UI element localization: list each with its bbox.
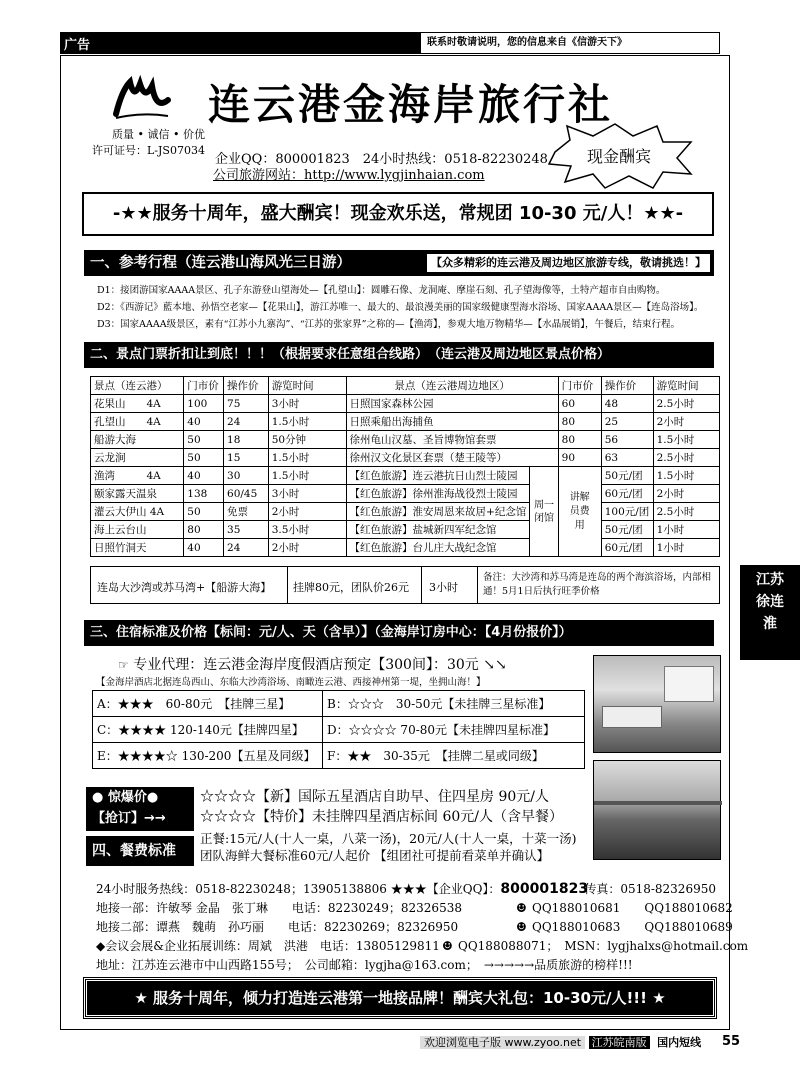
table-cell: 2小时 (268, 539, 346, 557)
table-row (91, 431, 720, 449)
region-tab (740, 565, 800, 660)
table-cell: 50 (184, 503, 224, 521)
table-cell: 2小时 (653, 413, 719, 431)
table-cell: 1.5小时 (268, 449, 346, 467)
column-header: 操作价 (224, 377, 269, 395)
itinerary-days (97, 282, 717, 333)
table-cell: 徐州汉文化景区套票（楚王陵等） (346, 449, 558, 467)
table-cell: 2小时 (268, 503, 346, 521)
section-itinerary-header (84, 250, 714, 276)
table-cell: 【红色旅游】台儿庄大战纪念馆 (346, 539, 530, 557)
table-cell: 【红色旅游】淮安周恩来故居+纪念馆 (346, 503, 530, 521)
table-row (93, 743, 585, 769)
agency-logo (112, 70, 172, 122)
table-cell: 60 (558, 395, 601, 413)
hotel-grade: C：★★★★ 120-140元【挂牌四星】 (93, 717, 323, 743)
column-header: 游览时间 (653, 377, 719, 395)
section-itinerary-title: 一、参考行程（连云港山海风光三日游） (90, 255, 351, 271)
hot-deal-label: ● 惊爆价● (92, 790, 159, 805)
hotel-grade: A：★★★ 60-80元 【挂牌三星】 (93, 691, 323, 717)
table-cell: 颐家露天温泉 (91, 485, 184, 503)
table-row (91, 395, 720, 413)
table-cell: 75 (224, 395, 269, 413)
table-cell: 免票 (224, 503, 269, 521)
table-row (93, 717, 585, 743)
contact-qq: QQ188010681 QQ188010682 (532, 901, 733, 915)
rush-booking-label: 【抢订】→→ (92, 811, 166, 826)
hotel-agent-line (118, 654, 507, 674)
table-cell: 花果山 4A (91, 395, 184, 413)
table-cell: 50元/团 (601, 467, 653, 485)
table-cell: 35 (224, 521, 269, 539)
table-cell: 24 (224, 539, 269, 557)
table-cell: 50 (184, 431, 224, 449)
qq-icon: ☻ (442, 939, 453, 953)
cash-stamp (545, 122, 695, 190)
table-cell: 60元/团 (601, 539, 653, 557)
seaside-photo (593, 760, 721, 860)
column-header: 景点（连云港） (91, 377, 184, 395)
table-cell: 1.5小时 (268, 413, 346, 431)
contact-row (96, 918, 733, 937)
region-line: 江苏 (756, 572, 784, 588)
table-cell: 90 (558, 449, 601, 467)
hotel-grade: D：☆☆☆☆ 70-80元【未挂牌四星标准】 (323, 717, 585, 743)
itinerary-day: D3：国家AAAA级景区，素有“江苏小九寨沟”、“江苏的张家界”之称的—【渔湾】，参观大地万物精华—【水晶展销】，午餐后，结束行程。 (97, 319, 681, 330)
section-itinerary-note: 【众多精彩的连云港及周边地区旅游专线，敬请挑选！】 (427, 254, 710, 272)
table-cell: 日照乘船出海捕鱼 (346, 413, 558, 431)
table-cell: 60元/团 (601, 485, 653, 503)
region-line: 徐连 (756, 594, 784, 610)
table-cell: 100 (184, 395, 224, 413)
ticket-price-table (90, 376, 720, 557)
region-line: 淮 (763, 616, 777, 632)
meal-line: 正餐:15元/人(十人一桌，八菜一汤)，20元/人(十人一桌，十菜一汤) (200, 831, 577, 846)
column-header: 门市价 (558, 377, 601, 395)
contact-qq: QQ188088071； MSN：lygjhalxs@hotmail.com (458, 939, 749, 953)
hotel-room-photo (593, 655, 721, 753)
table-cell: 80 (558, 413, 601, 431)
table-cell: 3.5小时 (268, 521, 346, 539)
hotel-grade: B：☆☆☆ 30-50元【未挂牌三星标准】 (323, 691, 585, 717)
table-cell: 1.5小时 (653, 467, 719, 485)
table-row (91, 521, 720, 539)
contact-row (96, 899, 733, 918)
table-cell: 1小时 (653, 521, 719, 539)
table-cell: 80 (184, 521, 224, 539)
contact-block (96, 880, 749, 975)
hot-deal-item: ☆☆☆☆【新】国际五星酒店自助早、住四星房 90元/人 (200, 789, 549, 805)
beach-combo-price: 挂牌80元，团队价26元 (293, 581, 409, 594)
closed-monday-text: 周一闭馆 (534, 499, 555, 524)
footer-edition: 江苏皖南版 (589, 1036, 650, 1049)
section-hotel-header: 三、住宿标准及价格【标间：元/人、天（含早）】（金海岸订房中心：【4月份报价】） (84, 620, 714, 646)
footer-banner: ★ 服务十周年，倾力打造连云港第一地接品牌！酬宾大礼包：10-30元/人!!! ★ (84, 978, 716, 1018)
section-tickets-header: 二、景点门票折扣让到底！！！（根据要求任意组合线路） （连云港及周边地区景点价格） (84, 342, 714, 368)
table-cell: 【红色旅游】盐城新四军纪念馆 (346, 521, 530, 539)
table-cell: 徐州龟山汉墓、圣旨博物馆套票 (346, 431, 558, 449)
agency-name: 连云港金海岸旅行社 (208, 80, 614, 129)
table-row (91, 449, 720, 467)
ad-tag: 广告 (64, 38, 91, 53)
qq-hotline: 企业QQ：800001823 24小时热线：0518-82230248 (215, 152, 548, 167)
cash-stamp-text: 现金酬宾 (587, 147, 652, 166)
table-cell: 15 (224, 449, 269, 467)
table-cell: 18 (224, 431, 269, 449)
table-cell: 【红色旅游】徐州淮海战役烈士陵园 (346, 485, 530, 503)
beach-combo-time: 3小时 (429, 581, 458, 594)
anniversary-banner-text: -★★服务十周年，盛大酬宾！现金欢乐送，常规团 10-30 元/人！★★- (112, 203, 684, 224)
hotel-grade: F：★★ 30-35元 【挂牌二星或同级】 (323, 743, 585, 769)
meal-standards (200, 830, 576, 864)
table-cell: 2.5小时 (653, 395, 719, 413)
itinerary-day: D2：《西游记》藍本地、孙悟空老家—【花果山】，游江苏唯一、最大的、最浪漫美丽的国家级健康型海水浴场、国家AAAA景区—【连岛浴场】。 (97, 302, 704, 313)
table-cell: 渔湾 4A (91, 467, 184, 485)
table-cell: 日照竹洞天 (91, 539, 184, 557)
top-bar (60, 32, 720, 54)
contact-text: 地接二部：谭燕 魏萌 孙巧丽 电话：82230269；82326950 (96, 920, 459, 934)
enterprise-qq: 800001823 (500, 881, 589, 897)
table-cell: 50分钟 (268, 431, 346, 449)
qq-icon: ☻ (516, 901, 527, 915)
divider (477, 567, 478, 603)
guide-fee-text: 讲解员费用 (569, 491, 590, 531)
hotel-agent-note: 【金海岸酒店北据连岛西山、东临大沙湾浴场、南瞰连云港、西接神州第一堤，坐拥山海！】 (96, 677, 486, 688)
table-cell: 80 (558, 431, 601, 449)
table-cell: 1小时 (653, 539, 719, 557)
table-cell: 48 (601, 395, 653, 413)
table-cell: 40 (184, 413, 224, 431)
table-cell: 1.5小时 (268, 467, 346, 485)
service-hotline: 24小时服务热线：0518-82230248；13905138806 ★★★【企业QQ】： (96, 882, 501, 896)
beach-combo-name: 连岛大沙湾或苏马湾+【船游大海】 (97, 581, 272, 594)
table-cell: 50 (184, 449, 224, 467)
fax-number: 传真：0518-82326950 (584, 882, 716, 896)
table-cell: 3小时 (268, 485, 346, 503)
motto: 质量 • 诚信 • 价优 (112, 128, 205, 141)
table-row (91, 413, 720, 431)
column-header: 景点（连云港周边地区） (346, 377, 558, 395)
table-cell: 30 (224, 467, 269, 485)
address-line: 地址：江苏连云港市中山西路155号； 公司邮箱：lygjha@163.com； →→→→→品质旅游的榜样!!! (96, 958, 633, 972)
beach-combo-note: 备注：大沙湾和苏马湾是连岛的两个海滨浴场，内部相通！5月1日后执行旺季价格 (483, 572, 712, 597)
anniversary-banner (82, 192, 714, 236)
table-cell: 25 (601, 413, 653, 431)
divider (421, 567, 422, 603)
guide-fee-cell (558, 467, 601, 557)
license-number: 许可证号：L-JS07034 (92, 144, 205, 157)
table-row (91, 503, 720, 521)
table-cell: 60/45 (224, 485, 269, 503)
table-cell: 孔望山 4A (91, 413, 184, 431)
table-cell: 24 (224, 413, 269, 431)
table-cell: 日照国家森林公园 (346, 395, 558, 413)
hot-deal-item: ☆☆☆☆【特价】未挂牌四星酒店标间 60元/人（含早餐） (200, 809, 563, 825)
window-shape (664, 666, 714, 702)
table-cell: 63 (601, 449, 653, 467)
table-cell: 138 (184, 485, 224, 503)
table-cell: 海上云台山 (91, 521, 184, 539)
table-cell: 40 (184, 467, 224, 485)
table-cell: 灌云大伊山 4A (91, 503, 184, 521)
closed-monday-cell (530, 467, 558, 557)
qq-icon: ☻ (516, 920, 527, 934)
table-cell: 1.5小时 (653, 431, 719, 449)
column-header: 门市价 (184, 377, 224, 395)
horizon-line (594, 801, 722, 805)
hotel-grade-table (92, 690, 585, 769)
contact-text: ◆会议会展&企业拓展训练：周斌 洪港 电话：13805129811 (96, 939, 440, 953)
table-cell: 3小时 (268, 395, 346, 413)
table-cell: 2.5小时 (653, 449, 719, 467)
contact-row (96, 937, 749, 956)
table-cell: 50元/团 (601, 521, 653, 539)
bed-shape (602, 706, 662, 728)
table-row (91, 467, 720, 485)
hot-deal-badge (86, 787, 194, 831)
table-cell: 56 (601, 431, 653, 449)
footer-site: 欢迎浏览电子版 www.zyoo.net (420, 1036, 585, 1049)
itinerary-day: D1：接团游国家AAAA景区、孔子东游登山望海处—【孔望山】：圆雕石像、龙洞庵、摩崖石刻、孔子望海像等，土特产超市自由购物。 (97, 285, 666, 296)
table-cell: 云龙涧 (91, 449, 184, 467)
down-arrow-icon: ↘↘ (483, 657, 507, 673)
table-cell: 2.5小时 (653, 503, 719, 521)
top-slogan: 联系时敬请说明，您的信息来自《信游天下》 (420, 32, 720, 54)
meal-line: 团队海鲜大餐标准60元/人起价 【组团社可提前看菜单并确认】 (200, 848, 550, 863)
page-number: 55 (722, 1034, 741, 1049)
table-cell: 100元/团 (601, 503, 653, 521)
table-cell: 【红色旅游】连云港抗日山烈士陵园 (346, 467, 530, 485)
section-meal-header: 四、餐费标准 (86, 836, 194, 866)
table-header-row (91, 377, 720, 395)
beach-combo-row (90, 566, 720, 604)
contact-hotline-row (96, 880, 716, 899)
column-header: 游览时间 (268, 377, 346, 395)
table-row (91, 539, 720, 557)
table-row (91, 485, 720, 503)
contact-text: 地接一部：许敏琴 金晶 张丁琳 电话：82230249；82326538 (96, 901, 462, 915)
hot-deals (200, 787, 563, 827)
table-cell: 40 (184, 539, 224, 557)
footer-section: 国内短线 (657, 1036, 702, 1049)
hand-pointer-icon: ☞ (118, 658, 129, 672)
table-row (93, 691, 585, 717)
table-cell: 2小时 (653, 485, 719, 503)
column-header: 操作价 (601, 377, 653, 395)
contact-qq: QQ188010683 QQ188010689 (532, 920, 733, 934)
hotel-agent-text: 专业代理：连云港金海岸度假酒店预定【300间】：30元 (133, 657, 479, 673)
hotel-grade: E：★★★★☆ 130-200【五星及同级】 (93, 743, 323, 769)
divider (287, 567, 288, 603)
table-cell: 船游大海 (91, 431, 184, 449)
website-link[interactable]: 公司旅游网站：http://www.lygjinhaian.com (213, 168, 485, 183)
page-footer (420, 1034, 720, 1052)
